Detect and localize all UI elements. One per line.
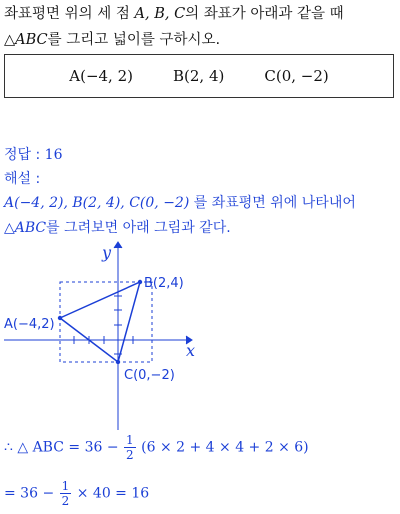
triangle-abc [60,282,140,362]
question-points: A, B, C [134,6,186,22]
x-axis-label: x [186,341,196,360]
y-axis-label: y [102,243,112,262]
question-line-2 [4,28,220,49]
point-c-coord: C(0, −2) [264,67,329,85]
question-text-rest: 의 좌표가 아래과 같을 때 [185,6,344,22]
point-b-coord: B(2, 4) [173,67,225,85]
calc2-prefix: = 36 − [4,485,55,502]
calc2-rest: × 40 = 16 [76,485,150,502]
calculation-line-1 [4,434,309,461]
point-a-label: A(−4,2) [4,317,55,332]
solution-line-1-rest: 를 좌표평면 위에 나타내어 [189,195,356,211]
calc2-fraction [60,480,72,507]
points-box [4,54,394,98]
point-b [138,280,142,284]
point-b-label: B(2,4) [144,276,184,291]
point-c [116,360,120,364]
calc1-prefix: ∴ △ ABC = 36 − [4,439,119,456]
answer-label: 정답 : [4,147,45,163]
solution-coords: A(−4, 2), B(2, 4), C(0, −2) [4,195,190,211]
bounding-box [60,282,152,362]
solution-triangle: △ABC [4,220,47,236]
question-text: 좌표평면 위의 세 점 [4,6,135,22]
answer-line [4,144,63,164]
calc1-denominator: 2 [126,448,134,462]
answer-value: 16 [44,147,63,163]
y-axis-arrow [114,242,122,248]
coordinate-graph [0,236,400,432]
solution-line-2-rest: 를 그려보면 아래 그림과 같다. [46,220,231,236]
point-c-label: C(0,−2) [124,368,175,383]
solution-heading: 해설 : [4,171,41,187]
solution-line-1 [4,192,356,212]
calc1-fraction [124,434,136,461]
point-a-coord: A(−4, 2) [69,67,133,85]
question-line-1 [4,2,344,23]
question-triangle: △ABC [4,32,48,48]
calc1-rest: (6 × 2 + 4 × 4 + 2 × 6) [141,439,309,456]
question-text-rest-2: 를 그리고 넓이를 구하시오. [47,32,221,48]
point-a [58,316,62,320]
solution-line-2 [4,217,231,237]
calc2-numerator: 1 [61,479,70,493]
calc2-denominator: 2 [61,494,70,508]
calculation-line-2 [4,480,149,507]
calc1-numerator: 1 [126,433,134,447]
